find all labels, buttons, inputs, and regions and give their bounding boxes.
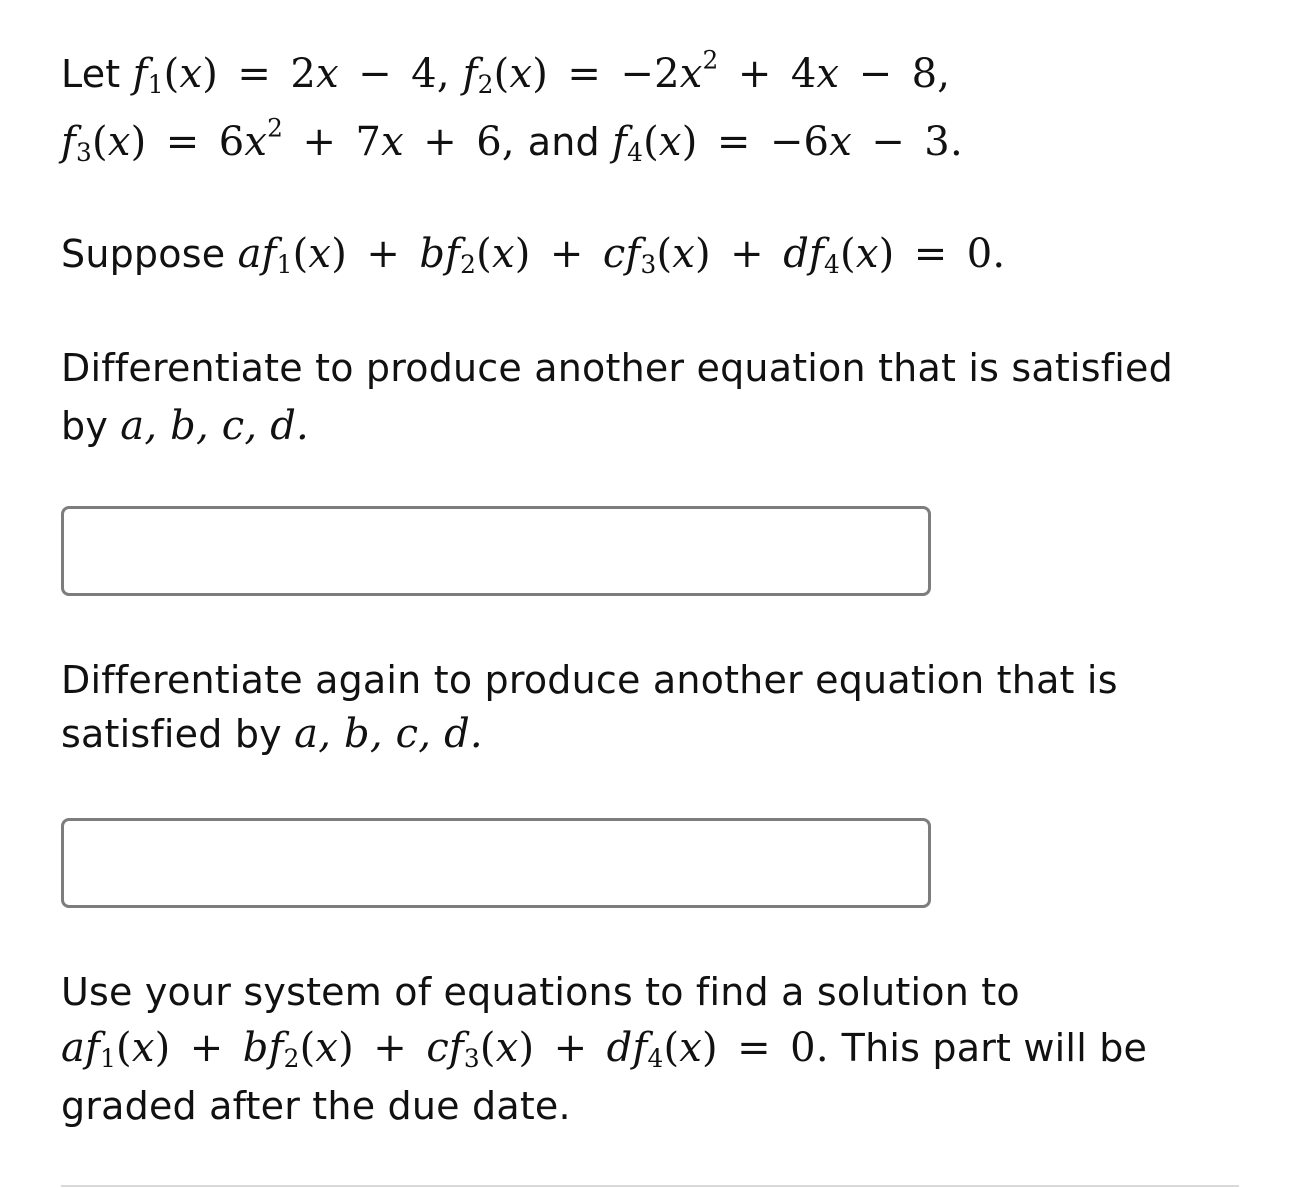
part2-answer-input[interactable]	[64, 821, 928, 905]
suppose-word: Suppose	[61, 232, 226, 276]
part2-prompt-line-1: Differentiate again to produce another equation that is	[61, 658, 1118, 702]
part1-prompt-prefix: by	[61, 404, 109, 448]
part1-answer-box[interactable]	[61, 506, 931, 596]
part3-prompt-line-2	[61, 1020, 1147, 1076]
bottom-divider	[61, 1185, 1239, 1187]
part1-prompt-line-2	[61, 398, 309, 454]
part3-prompt-line-3: graded after the due date.	[61, 1084, 571, 1128]
part1-variables: a, b, c, d.	[120, 403, 309, 449]
f4-definition: $f_4(x) = -6x - 3$.	[612, 119, 963, 168]
part3-prompt-suffix: This part will be	[841, 1026, 1148, 1070]
part2-prompt-prefix: satisfied by	[61, 712, 282, 756]
part3-equation: $af_1(x) + bf_2(x) + cf_3(x) + df_4(x) = 0$.	[61, 1025, 842, 1074]
part2-prompt-line-2	[61, 706, 483, 762]
linear-combination-equation: $af_1(x) + bf_2(x) + cf_3(x) + df_4(x) = 0$.	[237, 231, 1006, 280]
part2-variables: a, b, c, d.	[294, 711, 483, 757]
intro-line-2	[61, 114, 963, 170]
part3-prompt-line-1: Use your system of equations to find a solution to	[61, 970, 1020, 1014]
and-word: and	[527, 120, 600, 164]
intro-line-1	[61, 46, 950, 102]
part2-answer-box[interactable]	[61, 818, 931, 908]
f3-definition: $f_3(x) = 6x^2 + 7x + 6$,	[61, 113, 528, 168]
suppose-line	[61, 226, 1005, 282]
part1-prompt-line-1: Differentiate to produce another equation that is satisfied	[61, 346, 1173, 390]
f1-definition: $f_1(x) = 2x - 4$,	[132, 51, 463, 100]
f2-definition: $f_2(x) = -2x^2 + 4x - 8$,	[462, 45, 951, 100]
part1-answer-input[interactable]	[64, 509, 928, 593]
let-word: Let	[61, 52, 121, 96]
